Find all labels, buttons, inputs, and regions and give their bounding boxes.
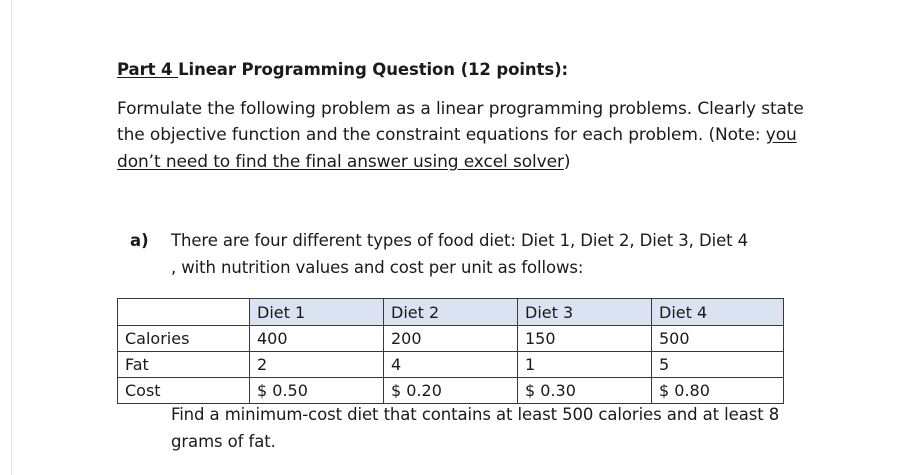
closing-line-2: grams of fat. bbox=[171, 432, 276, 451]
table-cell: 200 bbox=[384, 326, 518, 352]
question-a-label: a) bbox=[130, 231, 149, 250]
question-heading bbox=[117, 60, 568, 79]
intro-line-1: Formulate the following problem as a linear programming problems. Clearly state bbox=[117, 99, 804, 119]
intro-line-3-end: ) bbox=[563, 152, 571, 172]
table-row bbox=[118, 352, 784, 378]
question-a-line-2: , with nutrition values and cost per unit as follows: bbox=[171, 258, 584, 277]
part-number: Part 4 bbox=[117, 60, 179, 79]
intro-line-2 bbox=[117, 125, 797, 145]
table-header-cell: Diet 2 bbox=[384, 299, 518, 326]
table-cell: 4 bbox=[384, 352, 518, 378]
intro-line-2-note: you bbox=[765, 125, 797, 145]
table-header-cell bbox=[118, 299, 250, 326]
intro-line-3 bbox=[117, 152, 570, 172]
question-a-line-1: There are four different types of food diet: Diet 1, Diet 2, Diet 3, Diet 4 bbox=[171, 231, 749, 250]
row-label: Fat bbox=[118, 352, 250, 378]
table-cell: $ 0.80 bbox=[652, 378, 784, 404]
table-cell: $ 0.30 bbox=[518, 378, 652, 404]
table-cell: 150 bbox=[518, 326, 652, 352]
row-label: Cost bbox=[118, 378, 250, 404]
page-edge bbox=[11, 0, 12, 475]
row-label: Calories bbox=[118, 326, 250, 352]
table-cell: 5 bbox=[652, 352, 784, 378]
table-header-cell: Diet 1 bbox=[250, 299, 384, 326]
heading-title: Linear Programming Question (12 points): bbox=[178, 60, 569, 79]
table-cell: 2 bbox=[250, 352, 384, 378]
table-cell: $ 0.20 bbox=[384, 378, 518, 404]
table-cell: 1 bbox=[518, 352, 652, 378]
table-row bbox=[118, 326, 784, 352]
table-header-cell: Diet 3 bbox=[518, 299, 652, 326]
table-header-cell: Diet 4 bbox=[652, 299, 784, 326]
closing-line-1: Find a minimum-cost diet that contains at least 500 calories and at least 8 bbox=[171, 405, 780, 424]
intro-line-3-note: don’t need to find the final answer using excel solver bbox=[117, 152, 564, 172]
diet-table bbox=[117, 298, 784, 404]
table-cell: $ 0.50 bbox=[250, 378, 384, 404]
table-header-row bbox=[118, 299, 784, 326]
table-row bbox=[118, 378, 784, 404]
intro-line-2-text: the objective function and the constraint equations for each problem. (Note: bbox=[117, 125, 766, 145]
table-cell: 500 bbox=[652, 326, 784, 352]
table-cell: 400 bbox=[250, 326, 384, 352]
